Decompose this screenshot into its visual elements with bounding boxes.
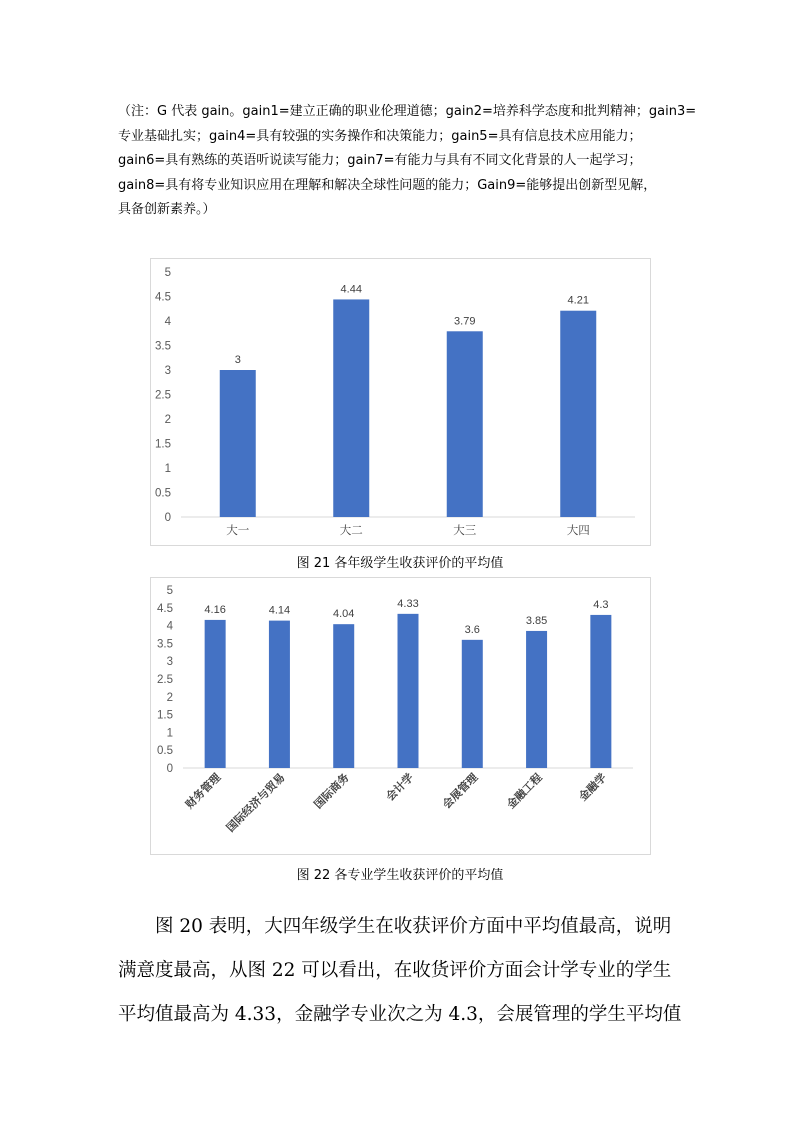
- body-line: 满意度最高，从图 22 可以看出，在收货评价方面会计学专业的学生: [118, 960, 672, 981]
- x-category-label: 大一: [226, 523, 250, 537]
- figure21-svg: [151, 259, 650, 545]
- data-label: 3.6: [464, 623, 480, 636]
- x-category-label: 财务管理: [182, 770, 224, 812]
- bar: [462, 640, 483, 768]
- y-tick-label: 3.5: [157, 638, 173, 651]
- figure21-chart: [150, 258, 651, 546]
- figure-note: [118, 100, 697, 223]
- y-tick-label: 4.5: [157, 602, 173, 615]
- y-tick-label: 0.5: [157, 745, 173, 758]
- bar: [333, 624, 354, 768]
- bar: [398, 614, 419, 768]
- data-label: 3: [234, 354, 241, 366]
- bar: [269, 621, 290, 768]
- note-line: 专业基础扎实；gain4=具有较强的实务操作和决策能力；gain5=具有信息技术应用能力；: [118, 128, 642, 144]
- x-category-label: 会计学: [383, 770, 417, 804]
- note-line: （注：G 代表 gain。gain1=建立正确的职业伦理道德；gain2=培养科学态度和批判精神；gain3=: [118, 104, 697, 119]
- y-tick-label: 1.5: [155, 438, 171, 451]
- data-label: 4.04: [333, 608, 355, 621]
- figure22-chart: [150, 577, 651, 855]
- y-tick-label: 1.5: [157, 709, 173, 722]
- bar: [560, 311, 596, 517]
- y-tick-label: 0: [164, 512, 171, 524]
- y-tick-label: 2.5: [157, 674, 173, 686]
- y-tick-label: 0: [166, 763, 173, 775]
- figure22-svg: [151, 578, 650, 854]
- note-line: gain6=具有熟练的英语听说读写能力；gain7=有能力与具有不同文化背景的人一起学习；: [118, 153, 642, 168]
- y-tick-label: 1: [164, 463, 171, 475]
- body-paragraph: [118, 905, 688, 1037]
- note-line: gain8=具有将专业知识应用在理解和解决全球性问题的能力；Gain9=能够提出创新型见解，: [118, 177, 657, 193]
- bar: [205, 620, 226, 768]
- bar: [333, 299, 369, 517]
- data-label: 4.14: [268, 604, 291, 617]
- data-label: 3.85: [525, 614, 548, 627]
- y-tick-label: 4: [164, 316, 171, 328]
- data-label: 4.16: [204, 603, 226, 616]
- x-category-label: 国际商务: [311, 770, 352, 812]
- x-category-label: 大四: [566, 523, 590, 537]
- data-label: 4.3: [593, 598, 609, 611]
- y-tick-label: 5: [166, 585, 173, 597]
- body-line: 平均值最高为 4.33，金融学专业次之为 4.3，会展管理的学生平均值: [118, 1004, 682, 1025]
- x-category-label: 金融工程: [504, 770, 545, 812]
- y-tick-label: 1: [166, 727, 173, 740]
- x-category-label: 大二: [339, 523, 363, 537]
- y-tick-label: 0.5: [155, 487, 171, 500]
- y-tick-label: 3: [164, 365, 171, 377]
- y-tick-label: 2.5: [155, 389, 171, 402]
- bar: [220, 370, 256, 517]
- data-label: 3.79: [454, 315, 476, 328]
- y-tick-label: 5: [164, 267, 171, 279]
- figure21-caption: 图 21 各年级学生收获评价的平均值: [296, 556, 504, 571]
- y-tick-label: 2: [166, 691, 173, 704]
- x-category-label: 金融学: [576, 770, 609, 804]
- bar: [447, 331, 483, 517]
- y-tick-label: 3: [166, 656, 173, 669]
- data-label: 4.33: [397, 597, 419, 610]
- x-category-label: 国际经济与贸易: [223, 770, 288, 835]
- y-tick-label: 4.5: [155, 291, 171, 304]
- figure22-caption: 图 22 各专业学生收获评价的平均值: [296, 868, 504, 883]
- note-line: 具备创新素养。）: [118, 202, 216, 217]
- bar: [526, 631, 547, 768]
- data-label: 4.44: [340, 283, 362, 296]
- data-label: 4.21: [567, 294, 589, 307]
- body-line: 图 20 表明，大四年级学生在收获评价方面中平均值最高，说明: [155, 916, 672, 937]
- x-category-label: 会展管理: [440, 770, 481, 812]
- x-category-label: 大三: [453, 523, 477, 537]
- bar: [590, 615, 611, 768]
- y-tick-label: 4: [166, 620, 173, 633]
- y-tick-label: 3.5: [155, 340, 171, 353]
- y-tick-label: 2: [164, 414, 171, 426]
